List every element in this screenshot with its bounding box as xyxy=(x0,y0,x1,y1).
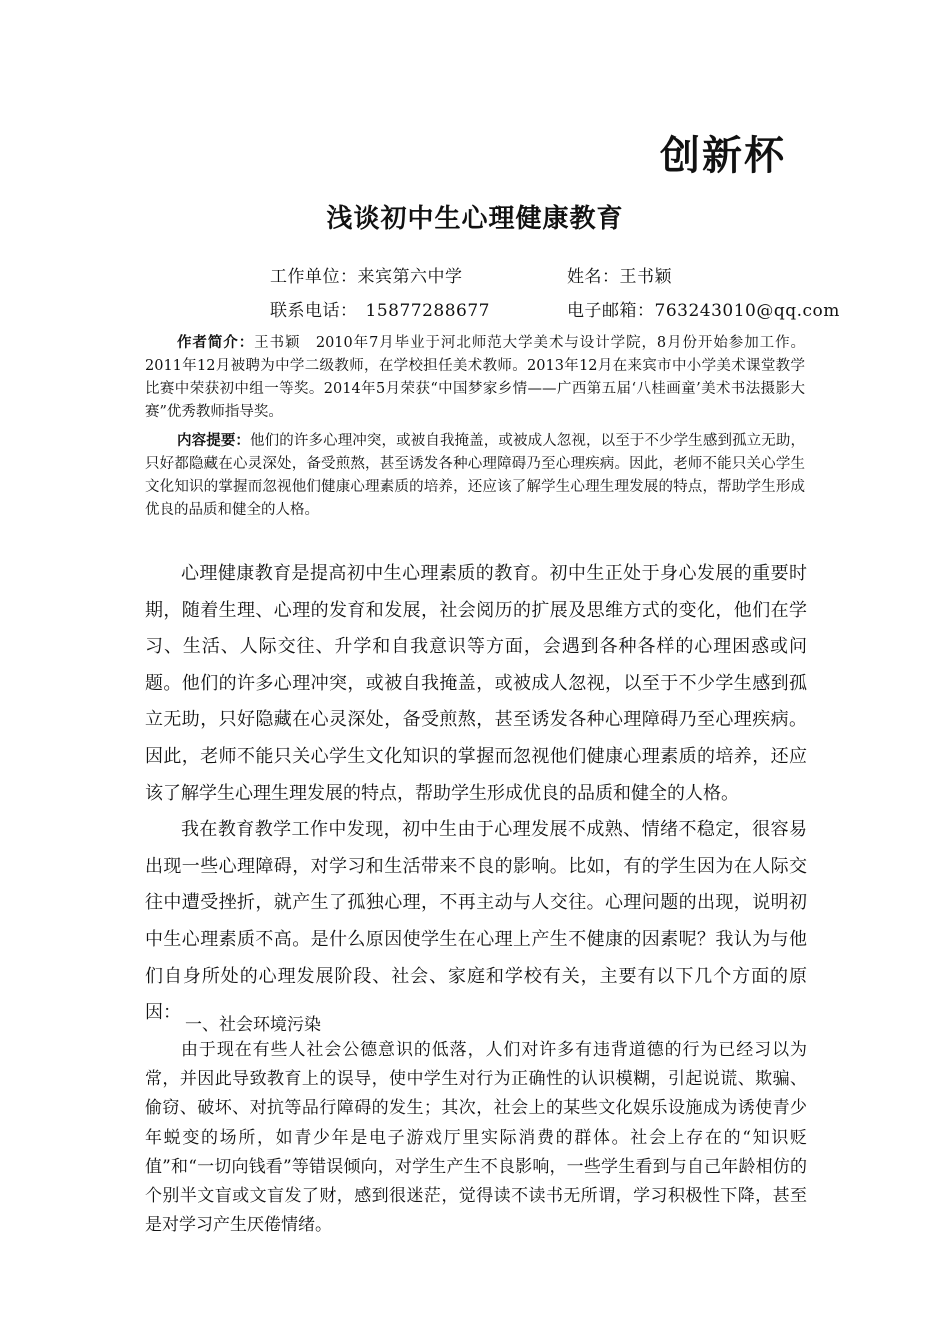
phone-value: 15877288677 xyxy=(365,301,490,321)
author-name-line xyxy=(567,262,672,287)
work-unit-value: 来宾第六中学 xyxy=(357,267,463,287)
article-title: 浅谈初中生心理健康教育 xyxy=(326,204,624,234)
email-line xyxy=(567,296,840,321)
author-bio-text: 王书颖 2010年7月毕业于河北师范大学美术与设计学院，8月份开始参加工作。2011年12月被聘为中学二级教师，在学校担任美术教师。2013年12月在来宾市中小学美术课堂教学比赛中荣获初中组一等奖。2014年5月荣获“中国梦家乡情——广西第五届‘八桂画童’美术书法摄影大赛”优秀教师指导奖。 xyxy=(145,335,805,420)
abstract xyxy=(145,429,805,522)
section-paragraph: 由于现在有些人社会公德意识的低落，人们对许多有违背道德的行为已经习以为常，并因此导致教育上的误导，使中学生对行为正确性的认识模糊，引起说谎、欺骗、偷窃、破坏、对抗等品行障碍的发生；其次，社会上的某些文化娱乐设施成为诱使青少年蜕变的场所，如青少年是电子游戏厅里实际消费的群体。社会上存在的“知识贬值”和“一切向钱看”等错误倾向，对学生产生不良影响，一些学生看到与自己年龄相仿的个别半文盲或文盲发了财，感到很迷茫，觉得读不读书无所谓，学习积极性下降，甚至是对学习产生厌倦情绪。 xyxy=(145,1040,807,1236)
body-paragraph-1: 心理健康教育是提高初中生心理素质的教育。初中生正处于身心发展的重要时期，随着生理、心理的发育和发展，社会阅历的扩展及思维方式的变化，他们在学习、生活、人际交往、升学和自我意识等方面，会遇到各种各样的心理困惑或问题。他们的许多心理冲突，或被自我掩盖，或被成人忽视，以至于不少学生感到孤立无助，只好隐藏在心灵深处，备受煎熬，甚至诱发各种心理障碍乃至心理疾病。因此，老师不能只关心学生文化知识的掌握而忽视他们健康心理素质的培养，还应该了解学生心理生理发展的特点，帮助学生形成优良的品质和健全的人格。 xyxy=(145,563,807,804)
body-text xyxy=(145,556,807,1032)
section-body xyxy=(145,1036,807,1240)
name-label: 姓名： xyxy=(567,267,620,287)
section-heading: 一、社会环境污染 xyxy=(185,1015,321,1035)
author-bio-label: 作者简介： xyxy=(177,334,255,351)
email-value: 763243010@qq.com xyxy=(654,301,840,321)
competition-badge: 创新杯 xyxy=(660,132,786,179)
abstract-text: 他们的许多心理冲突，或被自我掩盖，或被成人忽视，以至于不少学生感到孤立无助，只好都隐藏在心灵深处，备受煎熬，甚至诱发各种心理障碍乃至心理疾病。因此，老师不能只关心学生文化知识的掌握而忽视他们健康心理素质的培养，还应该了解学生心理生理发展的特点，帮助学生形成优良的品质和健全的人格。 xyxy=(145,433,806,518)
work-unit-label: 工作单位： xyxy=(270,267,358,287)
phone-line xyxy=(270,296,490,321)
body-paragraph-2: 我在教育教学工作中发现，初中生由于心理发展不成熟、情绪不稳定，很容易出现一些心理障碍，对学习和生活带来不良的影响。比如，有的学生因为在人际交往中遭受挫折，就产生了孤独心理，不再主动与人交往。心理问题的出现，说明初中生心理素质不高。是什么原因使学生在心理上产生不健康的因素呢？我认为与他们自身所处的心理发展阶段、社会、家庭和学校有关，主要有以下几个方面的原因： xyxy=(145,819,807,1024)
work-unit-line xyxy=(270,262,463,287)
phone-label: 联系电话： xyxy=(270,301,358,321)
abstract-label: 内容提要： xyxy=(177,432,251,449)
email-label: 电子邮箱： xyxy=(567,301,655,321)
author-bio xyxy=(145,331,805,424)
name-value: 王书颖 xyxy=(619,267,672,287)
